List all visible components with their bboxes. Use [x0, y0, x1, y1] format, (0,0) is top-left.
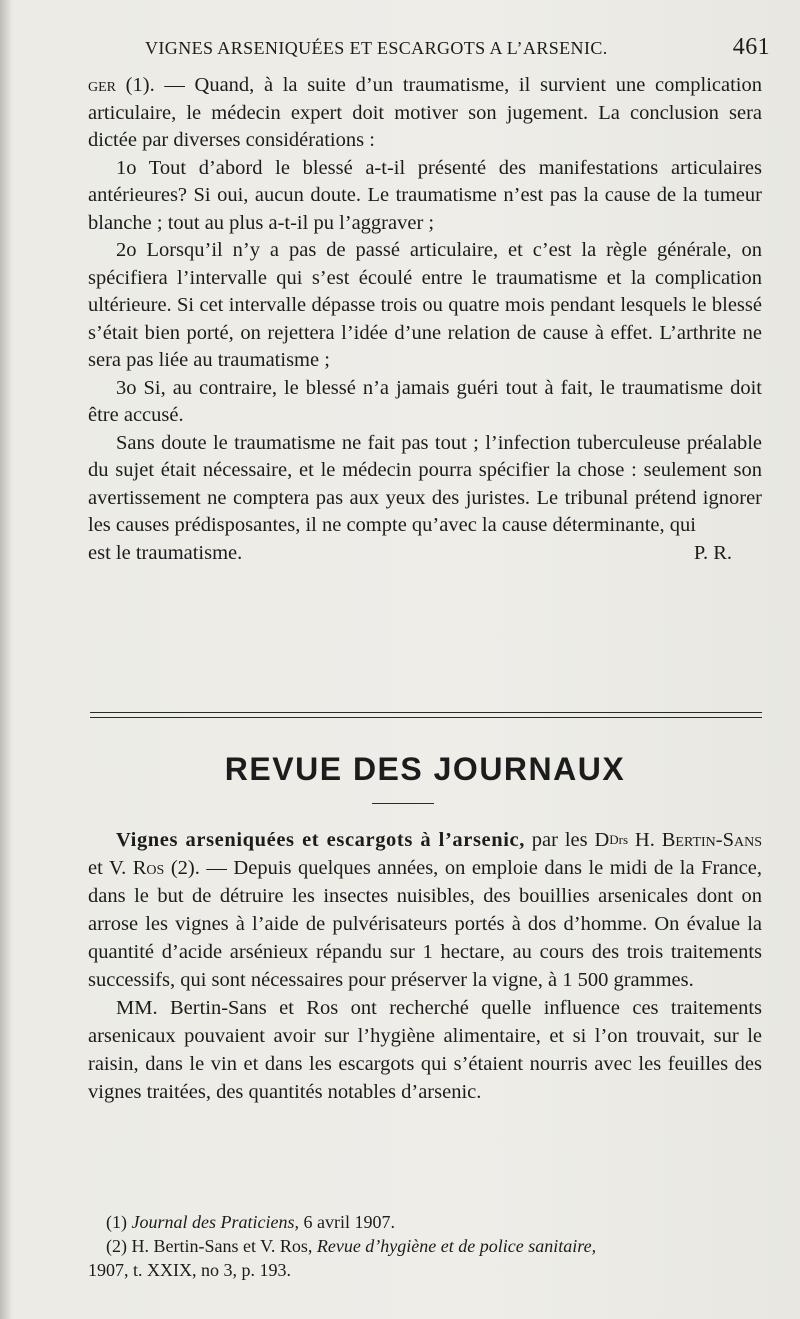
review-paragraph-1: Vignes arseniquées et escargots à l’arsenic, par les $D^{Drs}$ H. Bertin-Sans et V. Ros (2). — Depuis quelques années, on emploie dans le midi de la France, dans le but de détruire les insectes nuisibles, des bouillies arsenicales dont on arrose les vignes à l’aide de pulvérisateurs portés à dos d’homme. On évalue la quantité d’acide arsénieux répandu sur 1 hectare, au cours des trois traitements successifs, qui sont nécessaires pour préserver la vigne, à 1 500 grammes.	[88, 829, 762, 991]
closing-line	[88, 540, 762, 568]
article-paragraph-2: 1o Tout d’abord le blessé a-t-il présenté des manifestations articulaires antérieures? Si oui, aucun doute. Le traumatisme n’est pas la cause de la tumeur blanche ; tout au plus a-t-il pu l’aggraver ;	[88, 156, 762, 234]
footnote-2-journal: Revue d’hygiène et de police sanitaire,	[316, 1236, 597, 1256]
doctors-suffix: Drs	[609, 832, 629, 847]
title-underline	[372, 803, 434, 804]
signature: P. R.	[693, 541, 732, 564]
doctors-abbrev: $D^{Drs}$	[594, 829, 629, 851]
binding-edge	[0, 0, 10, 1319]
section-divider	[90, 712, 762, 718]
page-number: 461	[732, 34, 770, 60]
review-article	[88, 826, 762, 1106]
article-end	[88, 72, 762, 567]
review-paragraph-2: MM. Bertin-Sans et Ros ont recherché quelle influence ces traitements arsenicaux pouvaient avoir sur l’hygiène alimentaire, et si l’on trouvait, sur le raisin, dans le vin et dans les escargots qui s’étaient nourris avec les feuilles des vignes traitées, des quantités notables d’arsenic.	[88, 997, 762, 1103]
author-1: Bertin-Sans	[661, 829, 762, 851]
running-head	[145, 34, 770, 61]
article-paragraph-3: 2o Lorsqu’il n’y a pas de passé articulaire, et c’est la règle générale, on spécifiera l’intervalle qui s’est écoulé entre le traumatisme et la complication ultérieure. Si cet intervalle dépasse trois ou quatre mois pendant lesquels le blessé s’était bien porté, on rejettera l’idée d’une relation de cause à effet. L’arthrite ne sera pas liée au traumatisme ;	[88, 239, 762, 371]
footnote-1-journal: Journal des Praticiens,	[131, 1212, 299, 1232]
article-paragraph-4: 3o Si, au contraire, le blessé n’a jamais guéri tout à fait, le traumatisme doit être accusé.	[88, 376, 762, 426]
carryover-word: ger	[88, 74, 116, 96]
footnote-2: (2) H. Bertin-Sans et V. Ros, Revue d’hygiène et de police sanitaire,	[106, 1236, 597, 1256]
section-title: REVUE DES JOURNAUX	[224, 751, 626, 787]
footnote-2-continued: 1907, t. XXIX, no 3, p. 193.	[88, 1260, 291, 1280]
closing-text: est le traumatisme.	[88, 541, 243, 564]
footnote-1: (1) Journal des Praticiens, 6 avril 1907.	[106, 1212, 395, 1232]
footnotes	[88, 1210, 762, 1282]
article-paragraph-5: Sans doute le traumatisme ne fait pas tout ; l’infection tuberculeuse préalable du sujet était nécessaire, et le médecin pourra spécifier la chose : seulement son avertissement ne comptera pas aux yeux des juristes. Le tribunal prétend ignorer les causes prédisposantes, il ne compte qu’avec la cause déterminante, qui	[88, 431, 762, 536]
author-2: Ros	[132, 857, 165, 879]
review-title: Vignes arseniquées et escargots à l’arsenic,	[116, 829, 525, 851]
article-paragraph-1: ger (1). — Quand, à la suite d’un traumatisme, il survient une complication articulaire, le médecin expert doit motiver son jugement. La conclusion sera dictée par diverses considérations :	[88, 74, 762, 151]
running-head-title: VIGNES ARSENIQUÉES ET ESCARGOTS A L’ARSENIC.	[145, 38, 608, 58]
